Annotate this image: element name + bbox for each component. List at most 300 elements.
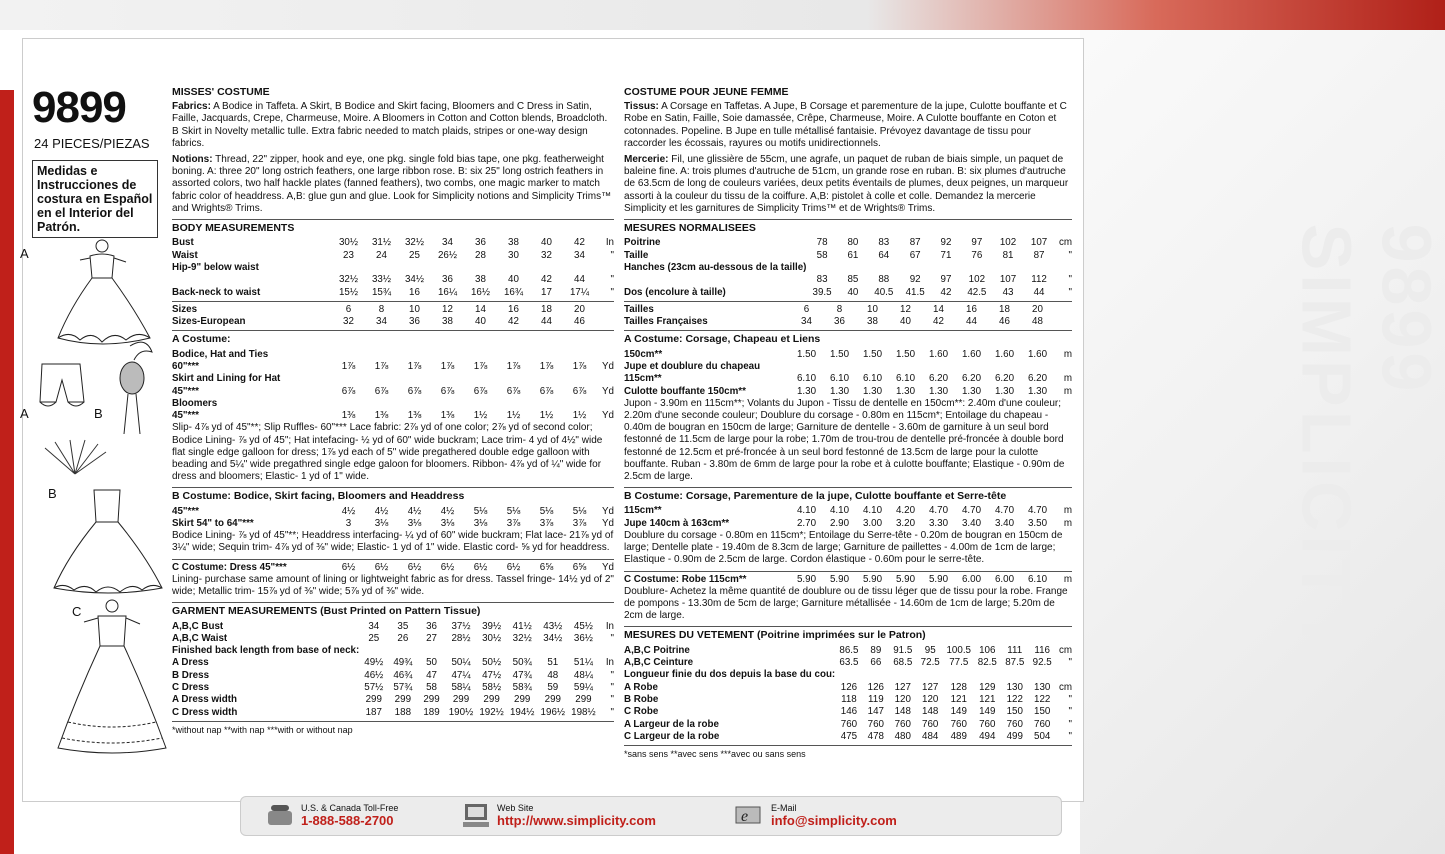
email-icon (733, 801, 763, 829)
fr-c-extra: Doublure- Achetez la même quantité de doublure ou de tissu léger que de tissu pour la robe. Frange de pompons - 13.30m de 5cm de large; Garniture métallisée - 14.60m de 1cm de large; 5.20m de 2cm de large. (624, 585, 1068, 622)
row-value: 38 (867, 316, 878, 328)
table-row (624, 505, 1072, 517)
row-value (446, 645, 477, 657)
row-value: 5.90 (895, 573, 916, 585)
table-row (172, 262, 614, 274)
row-unit: " (1068, 657, 1072, 669)
row-label: Bloomers (172, 397, 218, 409)
row-value: 100.5 (946, 644, 972, 656)
table-row (172, 682, 614, 694)
row-value (388, 645, 417, 657)
row-value: 121 (979, 693, 996, 705)
email-link[interactable]: info@simplicity.com (771, 813, 897, 828)
row-value: 760 (1006, 718, 1023, 730)
row-value (944, 669, 974, 681)
row-value: 25 (409, 249, 420, 261)
row-unit (596, 316, 614, 328)
row-value: 26 (397, 632, 409, 644)
row-value: 760 (979, 718, 996, 730)
row-value: 36 (442, 274, 453, 286)
table-row (624, 731, 1072, 743)
row-value: 30 (508, 249, 519, 261)
row-label: 115cm** (624, 505, 662, 517)
row-value: 72.5 (920, 657, 940, 669)
row-value: 499 (1006, 730, 1023, 742)
row-value: 5.90 (862, 573, 883, 585)
row-value (365, 262, 398, 274)
row-value: 6⅞ (407, 385, 422, 397)
table-row (624, 349, 1072, 361)
row-value (988, 361, 1021, 373)
row-value (806, 262, 837, 274)
web-label: Web Site (497, 803, 534, 813)
fig-label-c: C (72, 604, 82, 619)
row-value: 1⅞ (572, 360, 587, 372)
phone-block (301, 803, 398, 828)
row-value (790, 361, 823, 373)
row-value: 32 (343, 316, 354, 328)
row-value (398, 349, 431, 361)
fr-footnote: *sans sens **avec sens ***avec ou sans sens (624, 749, 806, 760)
row-value: 18 (541, 303, 552, 315)
row-value: 16 (409, 286, 420, 298)
row-value: 6⅞ (473, 385, 488, 397)
row-value: 49¾ (393, 657, 413, 669)
row-value: 4.70 (928, 505, 949, 517)
row-label: Hanches (23cm au-dessous de la taille) (624, 261, 807, 273)
row-value: 46¾ (393, 669, 413, 681)
row-value: 3.30 (928, 517, 949, 529)
fr-tissus-label: Tissus: (624, 101, 659, 113)
table-row (624, 286, 1072, 298)
row-value: 50½ (482, 657, 502, 669)
row-value: 194½ (509, 706, 535, 718)
row-label: Sizes-European (172, 316, 246, 328)
row-unit: " (1068, 249, 1072, 261)
row-label: Hip-9" below waist (172, 261, 259, 273)
row-label: A,B,C Poitrine (624, 644, 690, 656)
row-unit: " (1068, 693, 1072, 705)
table-row (172, 620, 614, 632)
row-value: 42 (541, 274, 552, 286)
fr-b-table (624, 505, 1072, 530)
row-value (398, 262, 431, 274)
row-value: 41½ (512, 620, 532, 632)
show-through-text: 9899 SIMPLICITY (1287, 223, 1445, 657)
fig-label-b1: B (94, 406, 103, 421)
email-block (771, 803, 897, 828)
row-value (868, 262, 899, 274)
row-value: 1.30 (862, 385, 883, 397)
row-value: 83 (878, 237, 890, 249)
row-value (497, 373, 530, 385)
row-value (359, 645, 388, 657)
row-value (431, 262, 464, 274)
row-value: 34 (574, 249, 585, 261)
row-label: Bodice, Hat and Ties (172, 348, 269, 360)
row-value (332, 398, 365, 410)
row-value: 6⅞ (374, 385, 389, 397)
row-value (530, 373, 563, 385)
row-unit (596, 398, 614, 410)
row-unit: " (1068, 718, 1072, 730)
row-value: 81 (1002, 249, 1014, 261)
row-value: 97 (971, 237, 983, 249)
row-value: 37½ (451, 620, 471, 632)
row-value (563, 262, 596, 274)
table-row (624, 274, 1072, 286)
fr-c-table (624, 574, 1072, 586)
row-value: 5⅛ (473, 505, 488, 517)
fr-mes-table (624, 237, 1072, 298)
row-value: 1⅞ (341, 360, 356, 372)
row-value: 106 (979, 644, 996, 656)
row-value: 5.90 (928, 573, 949, 585)
row-value: 30½ (482, 632, 502, 644)
row-value: 66 (870, 657, 882, 669)
row-unit: In (605, 657, 614, 669)
row-value: 299 (483, 694, 500, 706)
row-value: 40 (847, 286, 859, 298)
phone-icon (265, 801, 295, 829)
row-value (835, 669, 862, 681)
row-value (431, 398, 464, 410)
row-value: 10 (867, 303, 878, 315)
row-unit (599, 645, 614, 657)
table-row (624, 574, 1072, 586)
row-value: 299 (575, 694, 592, 706)
row-value: 34 (368, 620, 380, 632)
row-value (497, 349, 530, 361)
table-row (172, 274, 614, 286)
row-label: Longueur finie du dos depuis la base du cou: (624, 669, 836, 681)
en-body-table (172, 237, 614, 298)
row-value: 198½ (571, 706, 596, 718)
phone-label: U.S. & Canada Toll-Free (301, 803, 399, 813)
row-value: 86.5 (839, 644, 859, 656)
row-value: 6⅞ (506, 385, 521, 397)
row-value: 32½ (404, 237, 425, 249)
row-value (464, 373, 497, 385)
row-unit: " (610, 706, 614, 718)
row-value: 1½ (572, 410, 587, 422)
row-unit (596, 262, 614, 274)
row-value: 31½ (371, 237, 392, 249)
row-label: B Dress (172, 669, 210, 681)
row-value: 42 (933, 316, 944, 328)
svg-text:e: e (741, 808, 749, 825)
row-value: 40 (900, 316, 911, 328)
row-label: C Dress (172, 682, 210, 693)
row-value: 39.5 (812, 286, 832, 298)
row-value: 32 (541, 249, 552, 261)
row-value: 28 (475, 249, 486, 261)
row-value: 43 (1002, 286, 1014, 298)
table-row (624, 237, 1072, 249)
row-unit: cm (1058, 644, 1072, 656)
row-value: 88 (878, 274, 890, 286)
en-title: MISSES' COSTUME (172, 86, 270, 98)
row-value: 68.5 (893, 657, 913, 669)
fr-mercerie-label: Mercerie: (624, 154, 669, 166)
row-unit: " (1068, 706, 1072, 718)
row-value: 4½ (440, 505, 455, 517)
row-label: A Largeur de la robe (624, 718, 719, 730)
row-value: 97 (940, 274, 952, 286)
row-unit: In (605, 620, 614, 632)
row-value: 47½ (482, 669, 502, 681)
row-value: 67 (909, 249, 921, 261)
row-value: 34½ (404, 274, 425, 286)
row-value: 5⅛ (572, 505, 587, 517)
row-unit: " (610, 286, 614, 298)
row-unit: " (610, 682, 614, 693)
row-value (464, 349, 497, 361)
row-value: 6 (345, 303, 352, 315)
row-value: 44 (966, 316, 977, 328)
row-value: 58¼ (451, 682, 471, 693)
row-unit: In (605, 237, 614, 249)
row-label: C Largeur de la robe (624, 730, 720, 742)
spanish-instructions-box: Medidas e Instrucciones de costura en Español en el Interior del Patrón. (32, 160, 158, 238)
row-label: B Robe (624, 693, 659, 705)
row-unit: m (1063, 348, 1072, 360)
row-value: 3 (345, 517, 352, 529)
row-value: 87 (1033, 249, 1045, 261)
row-value: 760 (950, 718, 967, 730)
row-label: Tailles Françaises (624, 316, 708, 328)
row-value: 91.5 (893, 644, 913, 656)
row-value: 25 (368, 632, 380, 644)
row-value: 5⅛ (506, 505, 521, 517)
row-label: 60"*** (172, 360, 199, 372)
row-value (497, 398, 530, 410)
row-unit: " (610, 632, 614, 644)
row-value: 494 (979, 730, 996, 742)
row-value (417, 645, 445, 657)
row-value: 1.60 (961, 348, 982, 360)
row-value (530, 262, 563, 274)
row-value: 92.5 (1032, 657, 1052, 669)
row-value: 504 (1034, 730, 1051, 742)
row-label: Skirt and Lining for Hat (172, 373, 281, 385)
row-value (398, 398, 431, 410)
row-value (899, 262, 930, 274)
row-value: 27 (426, 632, 437, 644)
web-link[interactable]: http://www.simplicity.com (497, 813, 656, 828)
row-unit: m (1063, 373, 1072, 385)
row-value: 484 (922, 730, 939, 742)
row-value: 475 (840, 730, 858, 742)
fr-vet-title: MESURES DU VETEMENT (Poitrine imprimées sur le Patron) (624, 629, 926, 642)
row-unit: Yd (602, 410, 614, 422)
table-row (624, 669, 1072, 681)
row-value (863, 669, 889, 681)
en-notions (172, 154, 614, 215)
row-value (1024, 262, 1055, 274)
table-row (624, 385, 1072, 397)
web-block (497, 803, 656, 828)
fr-a-title: A Costume: Corsage, Chapeau et Liens (624, 333, 821, 346)
row-value: 6½ (506, 561, 521, 573)
row-label: 45"*** (172, 505, 199, 517)
row-value (530, 398, 563, 410)
row-value: 126 (867, 681, 885, 693)
en-b-table (172, 506, 614, 531)
row-value: 58 (426, 682, 437, 693)
row-unit: Yd (602, 385, 614, 397)
row-value: 89 (870, 644, 882, 656)
row-unit (596, 304, 614, 316)
row-value: 4.10 (796, 505, 817, 517)
table-row (624, 361, 1072, 373)
row-value: 48¼ (573, 669, 593, 681)
row-value: 44 (1033, 286, 1045, 298)
row-value (464, 398, 497, 410)
row-value: 51¼ (573, 657, 593, 669)
row-value: 47¾ (512, 669, 532, 681)
row-value: 299 (423, 694, 440, 706)
row-value: 127 (922, 681, 939, 693)
row-value: 36 (409, 316, 420, 328)
row-value: 148 (922, 706, 939, 718)
table-row (624, 316, 1072, 328)
row-value: 38 (475, 274, 486, 286)
row-label: C Costume: Dress 45"*** (172, 561, 287, 573)
row-value: 1⅞ (473, 360, 488, 372)
fig-label-a: A (20, 246, 29, 261)
row-value: 23 (343, 249, 354, 261)
row-value: 6½ (407, 561, 422, 573)
row-value: 50¾ (512, 657, 532, 669)
dress-c-sketch (54, 598, 170, 758)
row-value: 6⅝ (539, 561, 554, 573)
en-fabrics-text: A Bodice in Taffeta. A Skirt, B Bodice and Skirt facing, Bloomers and C Dress in Satin, Faille, Jacquards, Crepe, Charmeuse, Moire. A Bloomers in Cotton and Cotton blends, Broadcloth. B Skirt in Novelty metallic tulle. Extra fabric needed to match plaids, stripes or one-way design fabrics. (172, 101, 608, 149)
row-label: A,B,C Bust (172, 620, 224, 632)
row-value: 92 (909, 274, 921, 286)
row-value: 146 (840, 706, 858, 718)
table-row (624, 657, 1072, 669)
row-value: 122 (1006, 693, 1023, 705)
english-column (172, 86, 614, 736)
en-c-extra: Lining- purchase same amount of lining or lightweight fabric as for dress. Tassel fringe- 14½ yd of 2" wide; Metallic trim- 15⅞ yd of ⅜" wide; 5⅞ yd of ⅜" wide. (172, 573, 614, 598)
top-band (0, 0, 1445, 30)
row-value: 1½ (539, 410, 554, 422)
row-value: 38 (508, 237, 519, 249)
table-row (624, 373, 1072, 385)
fr-mes-title: MESURES NORMALISEES (624, 222, 756, 235)
table-row (172, 657, 614, 669)
row-unit: cm (1058, 237, 1072, 249)
row-value: 760 (840, 718, 858, 730)
row-value: 4½ (341, 505, 356, 517)
row-label: Jupe 140cm à 163cm** (624, 517, 730, 529)
table-row (172, 518, 614, 530)
row-value (431, 349, 464, 361)
en-fabrics-label: Fabrics: (172, 101, 211, 113)
row-value: 24 (376, 249, 387, 261)
dress-a-sketch (40, 238, 170, 348)
fr-title: COSTUME POUR JEUNE FEMME (624, 86, 789, 98)
row-value: 6.10 (1027, 573, 1048, 585)
row-value: 61 (847, 249, 859, 261)
table-row (624, 694, 1072, 706)
row-value (530, 349, 563, 361)
row-label: C Dress width (172, 706, 238, 718)
row-label (624, 274, 806, 286)
row-value: 1.50 (829, 348, 850, 360)
table-row (172, 410, 614, 422)
fr-b-title: B Costume: Corsage, Parementure de la jupe, Culotte bouffante et Serre-tête (624, 490, 1007, 503)
row-value: 2.70 (796, 517, 817, 529)
table-row (172, 286, 614, 298)
row-value: 128 (950, 681, 967, 693)
table-row (172, 633, 614, 645)
table-row (172, 694, 614, 706)
row-value: 6.20 (1027, 373, 1048, 385)
table-row (624, 518, 1072, 530)
row-unit: " (610, 669, 614, 681)
row-value: 1⅜ (440, 410, 455, 422)
row-value: 6⅞ (539, 385, 554, 397)
row-value: 36 (475, 237, 486, 249)
row-value: 189 (423, 706, 440, 718)
fr-tissus (624, 101, 1072, 150)
en-b-title: B Costume: Bodice, Skirt facing, Bloomers and Headdress (172, 490, 465, 503)
row-value: 1.30 (829, 385, 850, 397)
row-value: 1⅞ (374, 360, 389, 372)
row-label: Waist (172, 249, 198, 261)
en-c-table (172, 562, 614, 574)
row-value (922, 361, 955, 373)
row-unit (596, 349, 614, 361)
table-row (172, 645, 614, 657)
row-value: 20 (1032, 303, 1043, 315)
row-value: 4.70 (1027, 505, 1048, 517)
row-unit: Yd (602, 561, 614, 573)
row-value: 299 (365, 694, 382, 706)
row-value: 47 (426, 669, 437, 681)
row-value: 16 (508, 303, 519, 315)
row-value: 119 (868, 693, 884, 705)
row-label: A Dress (172, 657, 209, 669)
row-value: 1.30 (796, 385, 817, 397)
row-label: A Dress width (172, 694, 237, 706)
row-value: 50¼ (451, 657, 471, 669)
row-value: 149 (979, 706, 996, 718)
pattern-pieces: 24 PIECES/PIEZAS (34, 136, 150, 151)
row-label: Sizes (172, 303, 198, 315)
row-unit (596, 373, 614, 385)
row-value: 40.5 (874, 286, 894, 298)
row-value (889, 361, 922, 373)
row-label: Bust (172, 237, 194, 249)
row-value: 299 (514, 694, 531, 706)
row-value: 92 (940, 237, 952, 249)
bloomers-sketch (34, 358, 94, 418)
dress-b-sketch (48, 486, 168, 596)
fr-mercerie (624, 154, 1072, 215)
row-value: 3⅛ (473, 517, 488, 529)
table-row (172, 385, 614, 397)
row-value: 42 (574, 237, 585, 249)
row-value: 107 (1030, 237, 1048, 249)
row-value: 3.40 (961, 517, 982, 529)
row-value: 64 (878, 249, 890, 261)
en-footnote: *without nap **with nap ***with or without nap (172, 724, 353, 735)
table-row (172, 316, 614, 328)
table-row (172, 250, 614, 262)
